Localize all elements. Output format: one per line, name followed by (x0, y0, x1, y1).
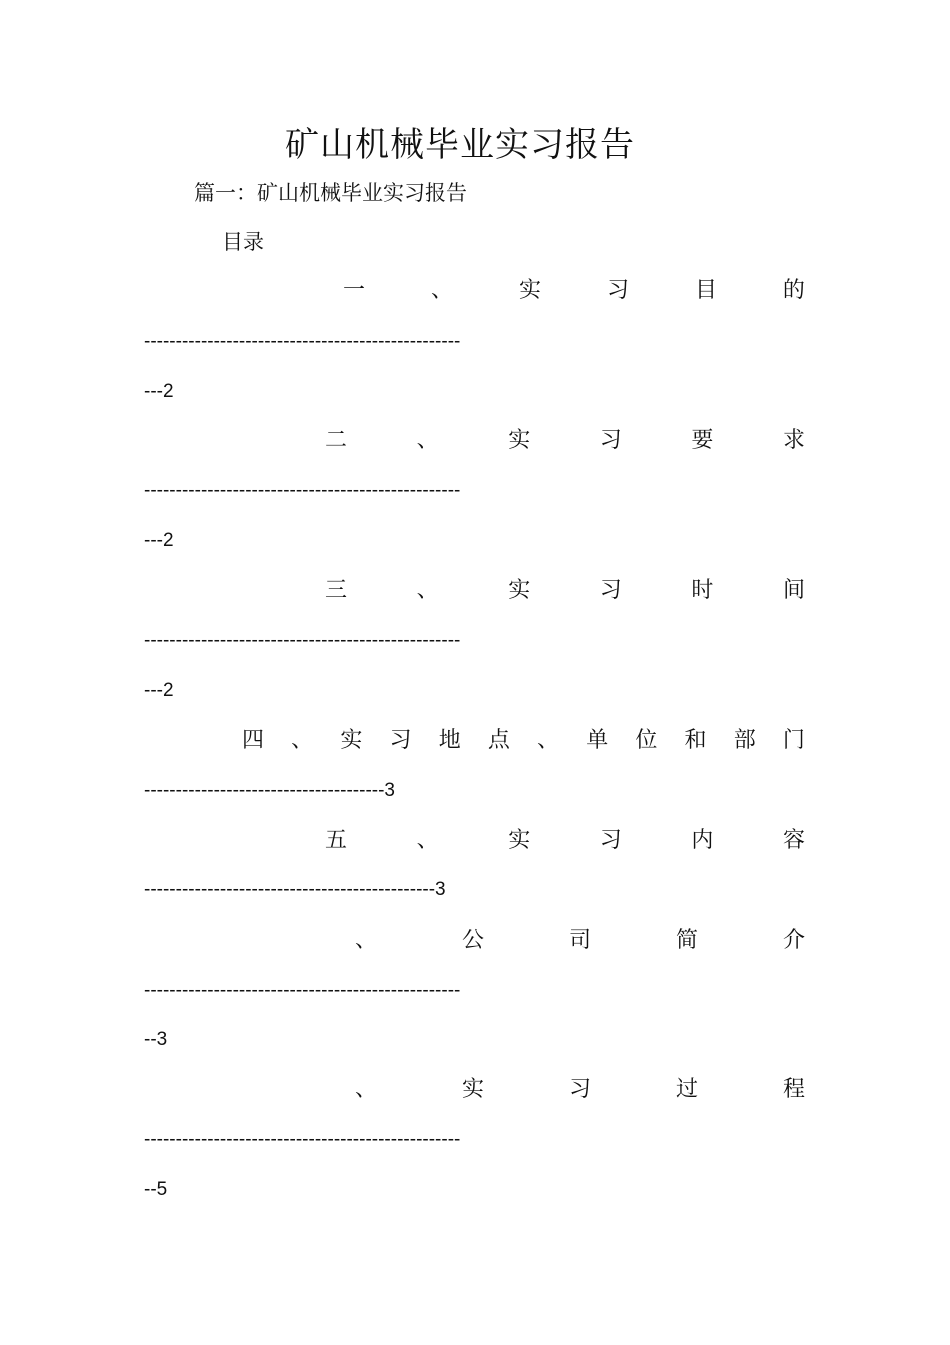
toc-entry-heading (325, 576, 805, 606)
toc-heading-char: 内 (691, 828, 714, 853)
toc-heading-char: 实 (508, 428, 531, 453)
toc-page-number: ---2 (144, 680, 174, 701)
toc-leader: --------------------------------------3 (144, 780, 395, 801)
toc-heading-char: 公 (461, 928, 484, 953)
toc-page-number: --3 (144, 1029, 168, 1050)
toc-heading-char: 、 (416, 578, 439, 603)
toc-heading-char: 、 (430, 278, 453, 303)
toc-heading-char: 一 (343, 278, 366, 303)
toc-heading-char: 、 (291, 728, 314, 753)
toc-heading-char: 的 (782, 278, 805, 303)
toc-leader: -------------------------------------------------- (144, 1129, 461, 1150)
toc-heading-char: 实 (508, 578, 531, 603)
toc-heading-char: 时 (691, 578, 714, 603)
toc-heading-char: 、 (537, 728, 560, 753)
toc-heading-char: 四 (242, 728, 265, 753)
toc-page-number: ---2 (144, 381, 174, 402)
toc-leader: -------------------------------------------------- (144, 480, 461, 501)
toc-entry-heading (242, 726, 805, 756)
toc-leader: -------------------------------------------------- (144, 331, 461, 352)
toc-heading-char: 地 (438, 728, 461, 753)
toc-heading-char: 程 (782, 1077, 805, 1102)
toc-heading-char: 习 (599, 828, 622, 853)
toc-heading-char: 习 (599, 428, 622, 453)
toc-entry-heading (355, 926, 805, 956)
toc-leader: -------------------------------------------------- (144, 980, 461, 1001)
toc-heading-char: 三 (325, 578, 348, 603)
toc-heading-char: 介 (782, 928, 805, 953)
toc-heading-char: 、 (416, 828, 439, 853)
toc-heading-char: 实 (508, 828, 531, 853)
toc-heading-char: 、 (416, 428, 439, 453)
toc-heading-char: 实 (340, 728, 363, 753)
toc-heading-char: 习 (568, 1077, 591, 1102)
toc-page-number: --5 (144, 1179, 168, 1200)
toc-heading-char: 目 (694, 278, 717, 303)
toc-leader: -------------------------------------------------- (144, 630, 461, 651)
toc-heading-char: 间 (782, 578, 805, 603)
toc-heading-char: 位 (635, 728, 658, 753)
toc-heading-char: 实 (461, 1077, 484, 1102)
toc-label: 目录 (222, 230, 264, 254)
toc-entry-heading (343, 276, 805, 306)
toc-entry-heading (355, 1075, 805, 1105)
toc-leader: ----------------------------------------------3 (144, 879, 446, 900)
toc-entry-heading (325, 426, 805, 456)
toc-heading-char: 容 (782, 828, 805, 853)
toc-heading-char: 求 (782, 428, 805, 453)
toc-heading-char: 过 (675, 1077, 698, 1102)
toc-heading-char: 点 (487, 728, 510, 753)
toc-heading-char: 习 (389, 728, 412, 753)
toc-page-number: ---2 (144, 530, 174, 551)
toc-heading-char: 习 (599, 578, 622, 603)
toc-heading-char: 单 (586, 728, 609, 753)
toc-heading-char: 司 (568, 928, 591, 953)
toc-heading-char: 、 (355, 1077, 378, 1102)
document-subtitle: 篇一：矿山机械毕业实习报告 (194, 181, 467, 205)
toc-heading-char: 和 (684, 728, 707, 753)
toc-heading-char: 二 (325, 428, 348, 453)
toc-heading-char: 五 (325, 828, 348, 853)
toc-heading-char: 要 (691, 428, 714, 453)
toc-heading-char: 习 (606, 278, 629, 303)
toc-heading-char: 部 (733, 728, 756, 753)
toc-heading-char: 实 (518, 278, 541, 303)
toc-heading-char: 、 (355, 928, 378, 953)
toc-entry-heading (325, 826, 805, 856)
toc-heading-char: 门 (782, 728, 805, 753)
toc-heading-char: 简 (675, 928, 698, 953)
document-title: 矿山机械毕业实习报告 (285, 125, 635, 165)
